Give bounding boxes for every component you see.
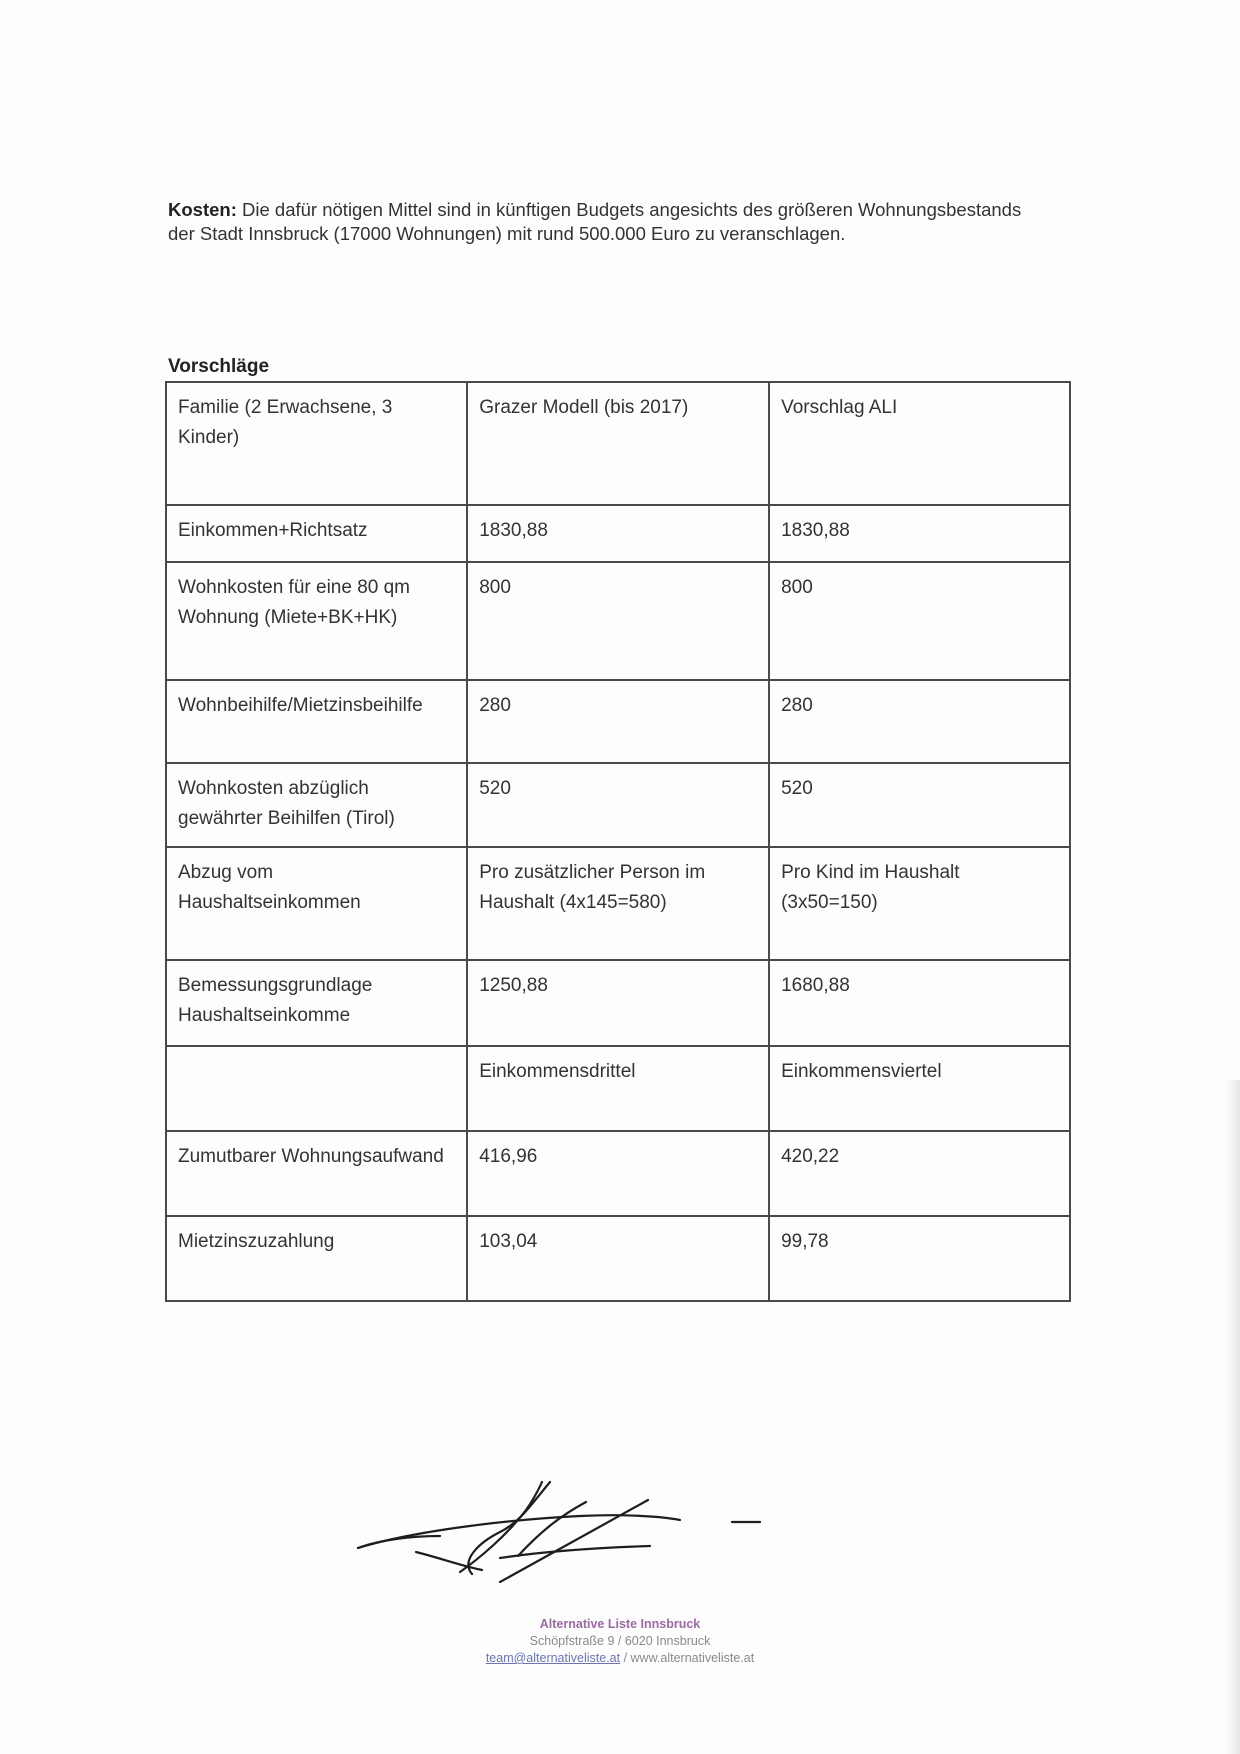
table-cell: Pro Kind im Haushalt (3x50=150): [769, 847, 1070, 960]
table-cell: 1830,88: [769, 505, 1070, 562]
table-cell: 416,96: [467, 1131, 769, 1216]
table-row: [166, 960, 1070, 1046]
footer-website-link[interactable]: www.alternativeliste.at: [630, 1651, 755, 1665]
table-header-row: [166, 382, 1070, 505]
table-row: [166, 1131, 1070, 1216]
table-cell: 800: [467, 562, 769, 680]
table-cell: Einkommensdrittel: [467, 1046, 769, 1131]
table-cell: Wohnkosten abzüglich gewährter Beihilfen (Tirol): [166, 763, 467, 847]
table-cell: 1250,88: [467, 960, 769, 1046]
footer-organization: Alternative Liste Innsbruck: [539, 1617, 701, 1631]
footer-email-link[interactable]: team@alternativeliste.at: [485, 1651, 621, 1665]
table-cell: 1830,88: [467, 505, 769, 562]
proposal-table: [165, 381, 1071, 1302]
table-cell: Abzug vom Haushaltseinkommen: [166, 847, 467, 960]
table-cell: Familie (2 Erwachsene, 3 Kinder): [166, 382, 467, 505]
table-cell: 1680,88: [769, 960, 1070, 1046]
table-cell: Einkommensviertel: [769, 1046, 1070, 1131]
table-cell: 280: [769, 680, 1070, 763]
table-cell: Wohnbeihilfe/Mietzinsbeihilfe: [166, 680, 467, 763]
letterhead-footer: [0, 1616, 1240, 1667]
table-cell: Bemessungsgrundlage Haushaltseinkomme: [166, 960, 467, 1046]
costs-paragraph: [168, 198, 1038, 246]
footer-contact-line: [0, 1650, 1240, 1667]
table-cell: Pro zusätzlicher Person im Haushalt (4x145=580): [467, 847, 769, 960]
table-cell: Wohnkosten für eine 80 qm Wohnung (Miete+BK+HK): [166, 562, 467, 680]
table-cell: 520: [769, 763, 1070, 847]
table-row: [166, 680, 1070, 763]
table-cell: Vorschlag ALI: [769, 382, 1070, 505]
table-row: [166, 562, 1070, 680]
table-cell: 520: [467, 763, 769, 847]
table-cell: Mietzinszuzahlung: [166, 1216, 467, 1301]
table-row: [166, 505, 1070, 562]
table-cell: 99,78: [769, 1216, 1070, 1301]
table-cell: 420,22: [769, 1131, 1070, 1216]
table-cell: 280: [467, 680, 769, 763]
costs-text: Die dafür nötigen Mittel sind in künftigen Budgets angesichts des größeren Wohnungsbestands der Stadt Innsbruck (17000 Wohnungen) mit rund 500.000 Euro zu veranschlagen.: [168, 199, 1022, 244]
table-cell: [166, 1046, 467, 1131]
table-row: [166, 763, 1070, 847]
table-row: [166, 847, 1070, 960]
signature-image: [350, 1462, 770, 1612]
footer-separator: /: [620, 1651, 631, 1665]
table-title: Vorschläge: [168, 356, 270, 377]
table-cell: 103,04: [467, 1216, 769, 1301]
table-cell: Grazer Modell (bis 2017): [467, 382, 769, 505]
table-row: [166, 1046, 1070, 1131]
table-cell: 800: [769, 562, 1070, 680]
table-cell: Zumutbarer Wohnungsaufwand: [166, 1131, 467, 1216]
table-row: [166, 1216, 1070, 1301]
costs-label: Kosten:: [168, 199, 237, 220]
footer-address: Schöpfstraße 9 / 6020 Innsbruck: [529, 1634, 711, 1648]
table-cell: Einkommen+Richtsatz: [166, 505, 467, 562]
